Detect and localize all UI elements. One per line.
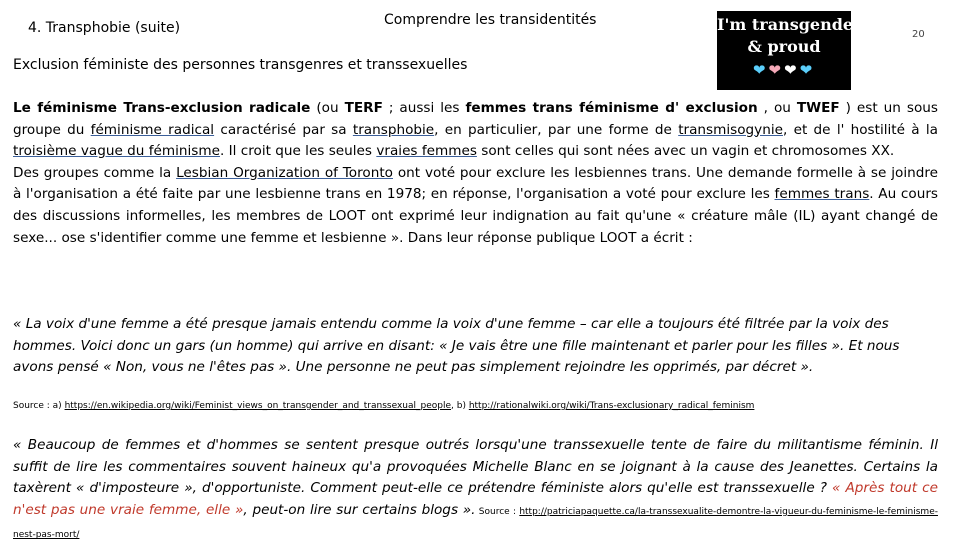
link-vraies-femmes[interactable]: vraies femmes [376,143,477,160]
term-terf: TERF [344,100,383,116]
heart-icon: ❤ [799,61,816,79]
source-prefix: Source : a) [13,401,65,411]
term-terf-full: Le féminisme Trans-exclusion radicale [13,100,311,116]
hearts-row [717,61,851,79]
link-loot[interactable]: Lesbian Organization of Toronto [176,164,393,181]
text: , en particulier, par une forme de [434,121,679,138]
badge-line-2: & proud [747,37,821,56]
paragraph-terf-definition [13,98,938,249]
text: ) est un sous groupe du [13,100,938,138]
quote-loot: « La voix d'une femme a été presque jamais entendu comme la voix d'une femme – car elle a toujours été filtrée par la voix des hommes. Voici donc un gars (un homme) qui arrive en disant: « Je vais être une fille maintenant et parler pour les filles ». Et nous avons pensé « Non, vous ne l'êtes pas ». Une personne ne peut pas simplement rejoindre les opprimés, par décret ». [13,316,900,376]
section-title: 4. Transphobie (suite) [28,20,181,36]
transgender-proud-image [717,11,862,90]
quote-paquette [13,435,938,547]
heart-icon: ❤ [752,61,769,79]
text: ont voté pour exclure les lesbiennes trans. Une demande formelle à se joindre à l'organisation a été faite par une lesbienne trans en 1978; en réponse, l'organisation a voté pour exclure les [13,164,938,203]
page-number: 20 [912,29,925,40]
source-link-paquette[interactable]: http://patriciapaquette.ca/la-transsexualite-demontre-la-vigueur-du-feminisme-le-feminisme-nest-pas-mort/ [13,506,938,541]
link-troisieme-vague[interactable]: troisième vague du féminisme [13,143,220,160]
text: . Il croit que les seules [219,143,377,160]
quote-end: , peut-on lire sur certains blogs ». [243,501,476,518]
quote-text: « Beaucoup de femmes et d'hommes se sentent presque outrés lorsqu'une transsexuelle tente de faire du militantisme féminin. Il suffit de lire les commentaires souvent haineux qu'a provoquées Michelle Blanc en se joignant à la cause des Jeanettes. Certains la taxèrent « d'imposteure », d'opportuniste. Comment peut-elle ce prétendre féministe alors qu'elle est transsexuelle ? [13,437,938,497]
slide-subheading: Exclusion féministe des personnes transgenres et transsexuelles [13,57,468,73]
quote-highlight: « Après tout ce n'est pas une vraie femme, elle » [13,480,939,518]
source-line [13,401,754,411]
link-transmisogynie[interactable]: transmisogynie [678,121,783,138]
heart-icon: ❤ [784,61,800,79]
heart-icon: ❤ [768,61,784,79]
text: (ou [310,100,345,116]
text: ; aussi les [382,100,466,116]
text: caractérisé par sa [214,121,353,138]
link-femmes-trans[interactable]: femmes trans [774,186,870,203]
link-feminisme-radical[interactable]: féminisme radical [90,121,215,138]
slide-title: Comprendre les transidentités [384,12,597,28]
link-transphobie[interactable]: transphobie [352,121,435,138]
text: , et de l' hostilité à la [782,121,938,138]
badge-line-1: I'm transgender [717,15,862,34]
source-prefix: Source : [475,506,520,517]
text: . Au cours des discussions informelles, les membres de LOOT ont exprimé leur indignation au fait qu'une « créature mâle (IL) ayant changé de sexe... ose s'identifier comme une femme et lesbienne ». Dans leur réponse publique LOOT a écrit : [13,186,938,246]
text: Des groupes comme la [13,164,177,181]
text: sont celles qui sont nées avec un vagin et chromosomes XX. [476,143,895,160]
text: , ou [757,100,797,116]
source-separator: , b) [451,401,469,411]
source-link-wikipedia[interactable]: https://en.wikipedia.org/wiki/Feminist_views_on_transgender_and_transsexual_people [64,401,452,411]
source-link-rationalwiki[interactable]: http://rationalwiki.org/wiki/Trans-exclusionary_radical_feminism [468,401,755,411]
term-twef: TWEF [796,100,840,116]
term-twef-full: femmes trans féminisme d' exclusion [465,100,758,116]
